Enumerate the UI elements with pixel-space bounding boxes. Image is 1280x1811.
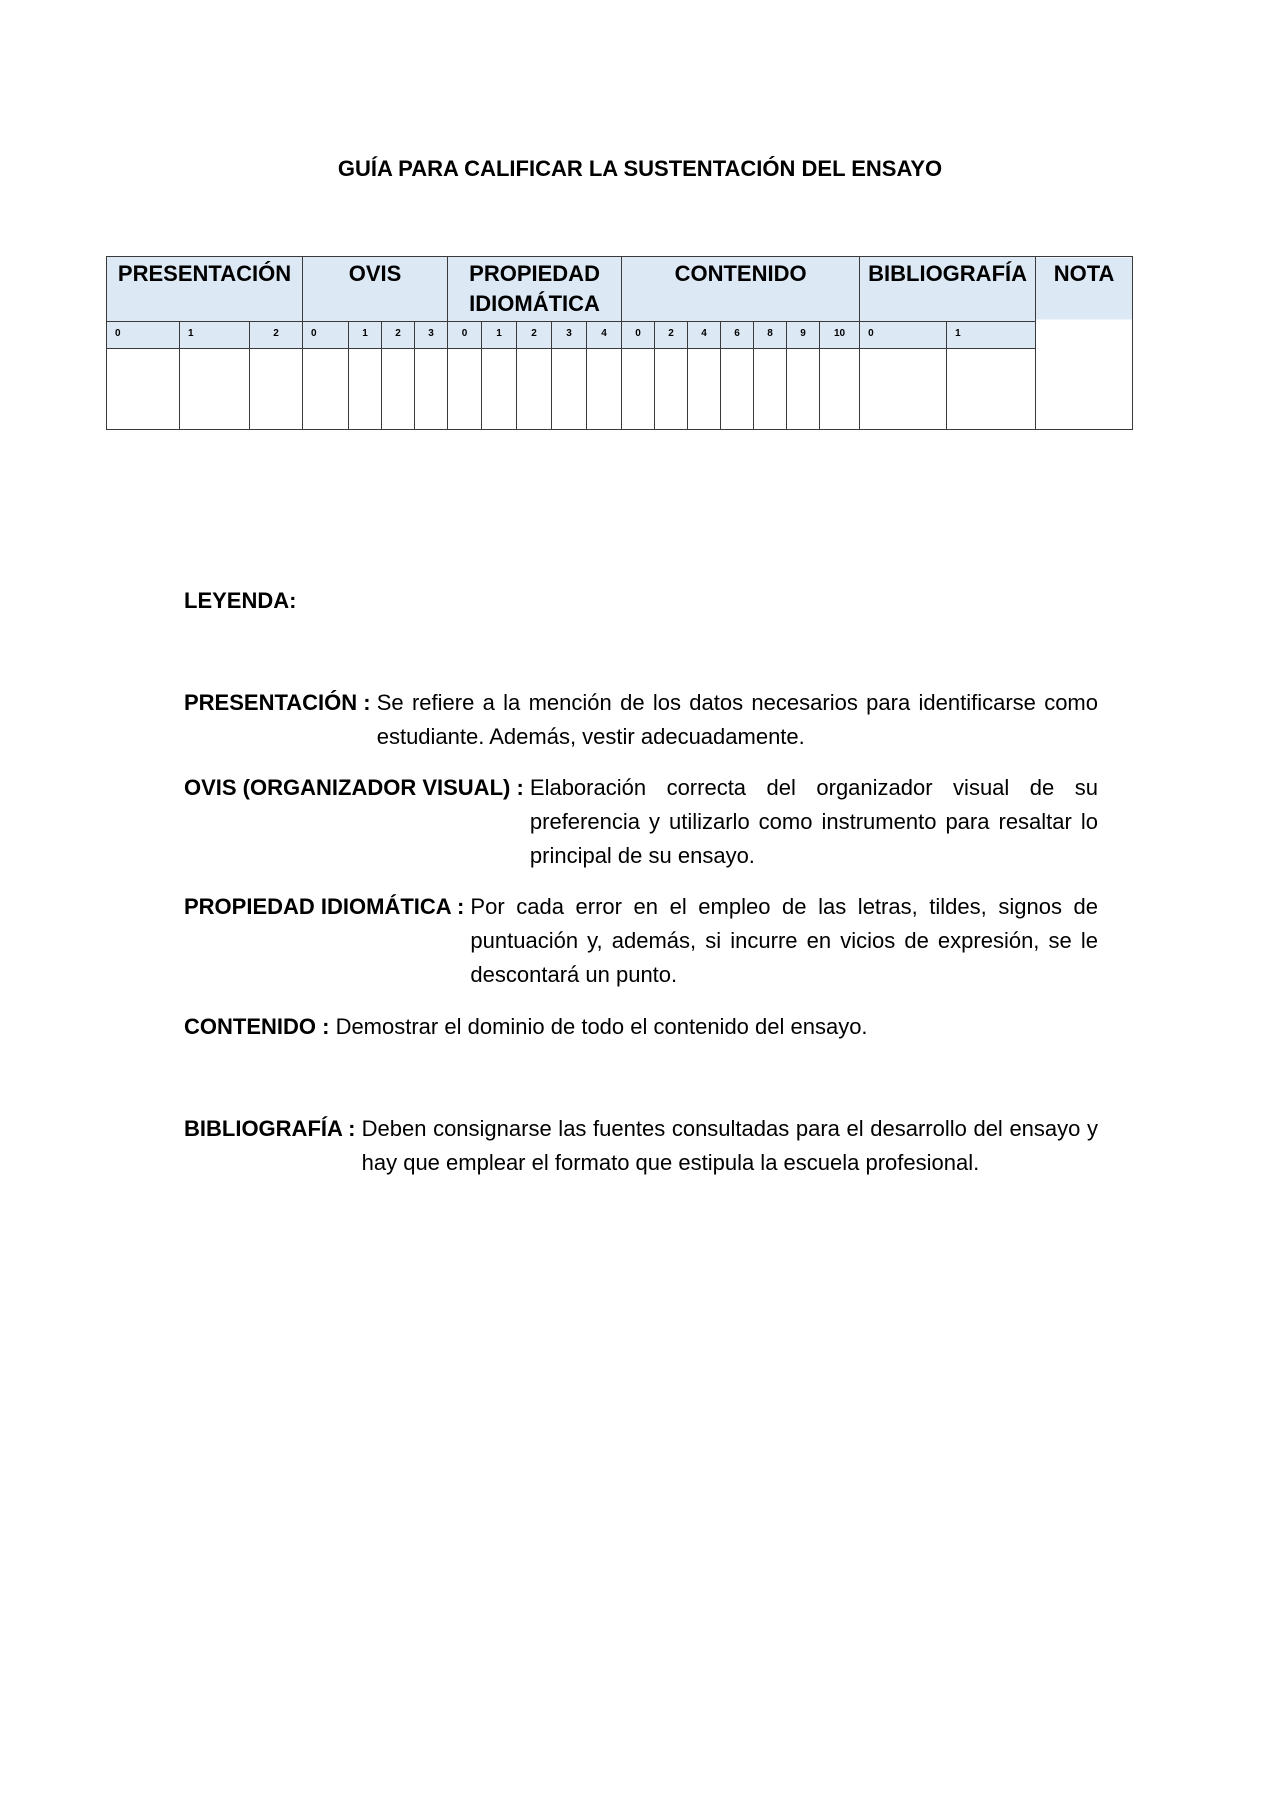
header-presentacion: PRESENTACIÓN	[107, 257, 303, 322]
blank-cell[interactable]	[587, 349, 622, 430]
blank-cell[interactable]	[415, 349, 448, 430]
legend-term: CONTENIDO :	[184, 1014, 336, 1039]
score-cell: 10	[820, 322, 860, 349]
score-cell: 1	[947, 322, 1036, 349]
blank-cell[interactable]	[107, 349, 180, 430]
header-ovis: OVIS	[303, 257, 448, 322]
legend-term: BIBLIOGRAFÍA :	[184, 1116, 362, 1141]
blank-cell[interactable]	[655, 349, 688, 430]
header-propiedad-idiomatica: PROPIEDAD IDIOMÁTICA	[448, 257, 622, 322]
score-cell: 3	[552, 322, 587, 349]
legend-entry-bibliografia	[184, 1112, 1098, 1180]
blank-cell[interactable]	[947, 349, 1036, 430]
blank-cell[interactable]	[754, 349, 787, 430]
score-row	[107, 322, 1133, 349]
blank-cell[interactable]	[721, 349, 754, 430]
legend-term: PRESENTACIÓN :	[184, 690, 377, 715]
score-cell: 0	[860, 322, 947, 349]
blank-cell[interactable]	[820, 349, 860, 430]
score-cell: 0	[303, 322, 349, 349]
legend-entry-contenido	[184, 1010, 1098, 1044]
score-cell: 9	[787, 322, 820, 349]
score-cell: 0	[448, 322, 482, 349]
blank-cell[interactable]	[787, 349, 820, 430]
score-cell: 4	[688, 322, 721, 349]
legend-term: OVIS (ORGANIZADOR VISUAL) :	[184, 775, 530, 800]
document-title: GUÍA PARA CALIFICAR LA SUSTENTACIÓN DEL ENSAYO	[337, 156, 943, 181]
header-contenido: CONTENIDO	[622, 257, 860, 322]
legend-entry-ovis	[184, 771, 1098, 873]
header-bibliografia: BIBLIOGRAFÍA	[860, 257, 1036, 322]
grading-table	[106, 256, 1133, 430]
score-cell: 2	[382, 322, 415, 349]
score-cell: 2	[250, 322, 303, 349]
header-row	[107, 257, 1133, 322]
score-cell: 6	[721, 322, 754, 349]
blank-cell[interactable]	[448, 349, 482, 430]
score-cell: 0	[622, 322, 655, 349]
legend-entry-presentacion	[184, 686, 1098, 754]
score-cell: 3	[415, 322, 448, 349]
score-cell: 4	[587, 322, 622, 349]
blank-cell[interactable]	[688, 349, 721, 430]
score-cell: 2	[655, 322, 688, 349]
score-cell: 2	[517, 322, 552, 349]
blank-cell[interactable]	[180, 349, 250, 430]
blank-cell[interactable]	[382, 349, 415, 430]
blank-cell[interactable]	[303, 349, 349, 430]
score-cell: 1	[349, 322, 382, 349]
legend-description: Demostrar el dominio de todo el contenido del ensayo.	[335, 1014, 868, 1039]
blank-cell[interactable]	[860, 349, 947, 430]
blank-cell[interactable]	[482, 349, 517, 430]
legend-entry-propiedad-idiomatica	[184, 890, 1098, 992]
blank-row	[107, 349, 1133, 430]
score-cell: 0	[107, 322, 180, 349]
blank-cell[interactable]	[552, 349, 587, 430]
score-cell: 1	[482, 322, 517, 349]
score-cell: 8	[754, 322, 787, 349]
blank-cell[interactable]	[517, 349, 552, 430]
header-nota	[1036, 257, 1133, 430]
legend-description: Deben consignarse las fuentes consultadas para el desarrollo del ensayo y hay que emplear el formato que estipula la escuela profesional.	[361, 1116, 1098, 1175]
blank-cell[interactable]	[250, 349, 303, 430]
legend-description: Se refiere a la mención de los datos necesarios para identificarse como estudiante. Además, vestir adecuadamente.	[376, 690, 1098, 749]
legend-term: PROPIEDAD IDIOMÁTICA :	[184, 894, 471, 919]
header-nota-label: NOTA	[1053, 261, 1115, 286]
legend-description: Por cada error en el empleo de las letras, tildes, signos de puntuación y, además, si incurre en vicios de expresión, se le descontará un punto.	[470, 894, 1098, 987]
legend-description: Elaboración correcta del organizador visual de su preferencia y utilizarlo como instrumento para resaltar lo principal de su ensayo.	[529, 775, 1098, 868]
legend-title: LEYENDA:	[184, 588, 297, 613]
blank-cell[interactable]	[349, 349, 382, 430]
blank-cell[interactable]	[622, 349, 655, 430]
score-cell: 1	[180, 322, 250, 349]
